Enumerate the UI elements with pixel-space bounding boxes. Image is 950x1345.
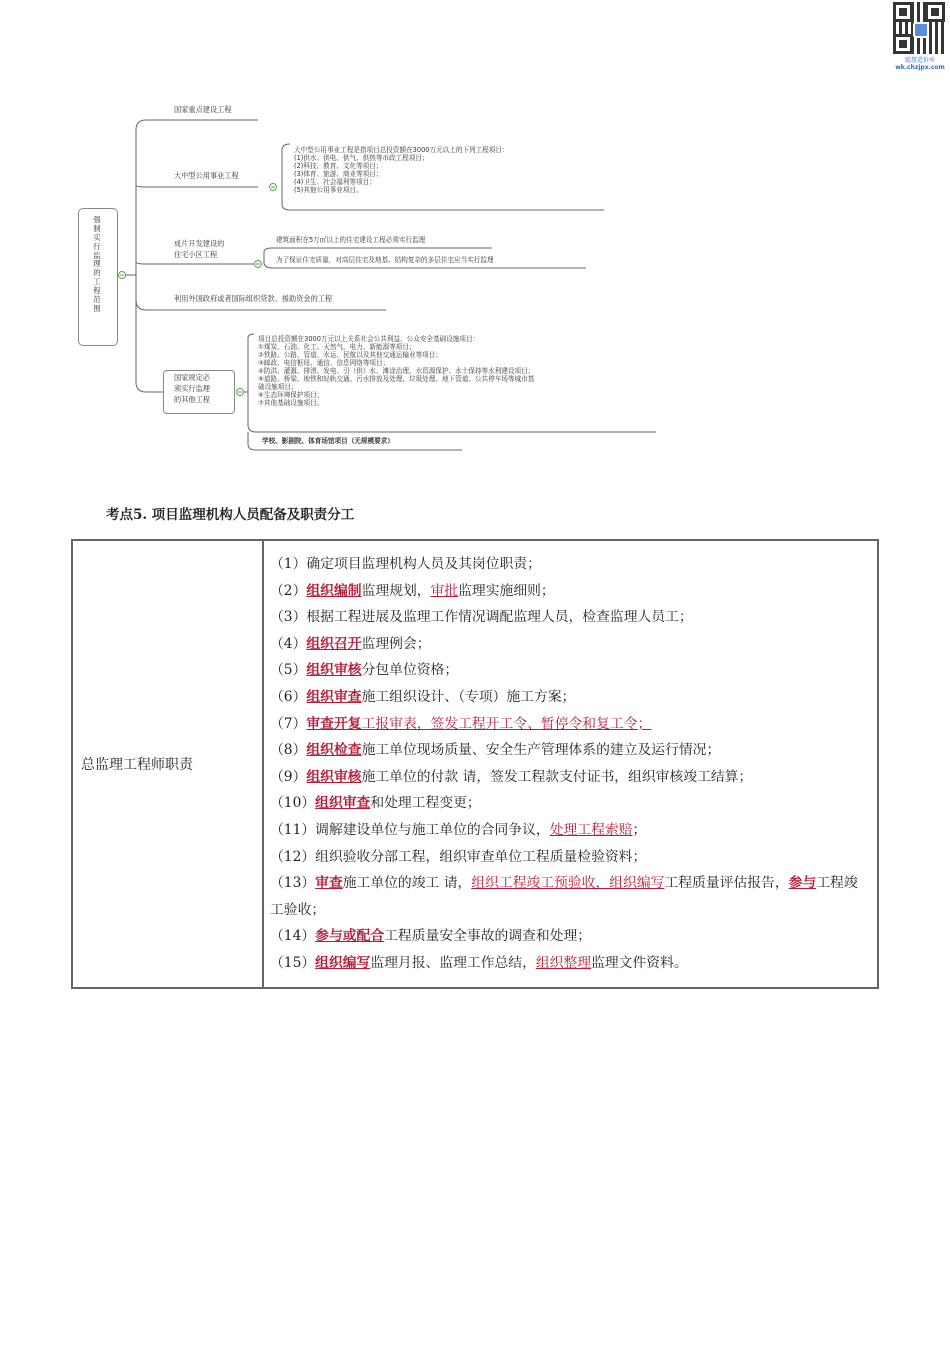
duty-item: [270, 950, 871, 977]
branch-other-line2: 须实行监理: [174, 384, 210, 393]
duty-number: （8）: [270, 742, 307, 759]
section-heading: 考点5. 项目监理机构人员配备及职责分工: [106, 507, 355, 523]
detail-line: 大中型公用事业工程是指项目总投资额在3000万元以上的下列工程项目：: [294, 146, 509, 154]
duty-text: 工程质量评估报告，: [664, 875, 789, 892]
duty-text: 监理文件资料。: [591, 954, 688, 971]
duty-item: [270, 684, 871, 711]
duty-text: 监理规划，: [361, 582, 431, 599]
duty-text: ；: [632, 821, 647, 838]
duty-text: 施工组织设计、（专项）施工方案；: [361, 688, 576, 705]
detail-line: (4)卫生、社会福利等项目；: [294, 178, 376, 187]
duty-keyword: 组织工程竣工预验收，组织编写: [471, 875, 665, 892]
duty-number: （12）: [270, 848, 316, 865]
duty-number: （9）: [270, 768, 307, 785]
duty-number: （11）: [270, 821, 316, 838]
duty-keyword: 审批: [430, 582, 459, 599]
duty-keyword: 处理工程索赔: [549, 821, 633, 838]
duty-keyword: 组织审核: [306, 768, 362, 785]
detail-line: ⑤道路、桥梁、地铁和轻轨交通、污水排放及处理、垃圾处理、地下管道、公共停车场等城市基: [258, 375, 535, 384]
table-row: [72, 540, 878, 988]
duty-text: 确定项目监理机构人员及其岗位职责；: [306, 556, 541, 572]
duty-item: [270, 657, 871, 684]
detail-line: (5)其他公用事业项目。: [294, 186, 363, 195]
detail-line: 础设施项目；: [258, 383, 298, 392]
detail-line: 项目总投资额在3000万元以上关系社会公共利益、公众安全基础设施项目：: [258, 335, 480, 343]
duty-item: [270, 844, 871, 871]
mind-map-root: 强制实行监理的工程范围: [93, 215, 101, 313]
duty-text: 监理月报、监理工作总结，: [370, 954, 536, 971]
duty-item: [270, 578, 871, 605]
duty-item: [270, 631, 871, 658]
detail-line: (1)供水、供电、供气、供热等市政工程项目；: [294, 154, 429, 163]
duty-number: （10）: [270, 795, 316, 812]
duty-number: （14）: [270, 928, 316, 945]
duty-item: [270, 737, 871, 764]
duty-keyword: 组织审核: [306, 662, 362, 679]
duty-text: 调解建设单位与施工单位的合同争议，: [315, 821, 550, 838]
duty-text: 根据工程进展及监理工作情况调配监理人员，检查监理人员工；: [306, 609, 693, 626]
duty-keyword: 工报审表，签发工程开工令、暂停令和复工令；: [361, 715, 652, 732]
detail-line: (2)科技、教育、文化等项目；: [294, 162, 383, 171]
duty-text: 监理例会；: [361, 635, 431, 652]
duty-text: 分包单位资格；: [361, 662, 459, 679]
detail-line: ④防洪、灌溉、排涝、发电、引（供）水、滩涂治理、水资源保护、水土保持等水利建设项目；: [258, 367, 535, 376]
duty-keyword: 组织审查: [315, 795, 371, 812]
duty-text: 和处理工程变更；: [370, 795, 481, 812]
duty-number: （4）: [270, 635, 307, 652]
branch-other-line1: 国家规定必: [174, 373, 210, 382]
duty-number: （15）: [270, 954, 316, 971]
duty-number: （2）: [270, 582, 307, 599]
duty-keyword: 组织审查: [306, 688, 362, 705]
duty-number: （6）: [270, 688, 307, 705]
other-extra: 学校、影剧院、体育场馆项目（无规模要求）: [262, 437, 394, 445]
duty-item: [270, 604, 871, 631]
duty-text: 工程竣工验收；: [270, 875, 858, 918]
duty-number: （5）: [270, 662, 307, 679]
duty-item: [270, 711, 871, 738]
duty-item: [270, 870, 871, 923]
duty-text: 施工单位的付款 请，签发工程款支付证书，组织审核竣工结算；: [361, 768, 753, 785]
duty-keyword: 审查开复: [306, 715, 362, 732]
duty-text: 工程质量安全事故的调查和处理；: [384, 928, 592, 945]
duty-keyword: 组织召开: [306, 635, 362, 652]
duty-item: [270, 764, 871, 791]
duty-keyword: 组织编制: [306, 582, 362, 599]
duty-number: （13）: [270, 875, 316, 892]
other-detail: [258, 335, 534, 407]
duty-keyword: 审查: [315, 875, 343, 892]
duty-keyword: 参与: [788, 875, 817, 892]
branch-foreign-loans: 利用外国政府或者国际组织贷款、援助资金的工程: [174, 294, 333, 303]
duty-text: 组织验收分部工程，组织审查单位工程质量检验资料；: [315, 848, 647, 865]
qr-caption-url[interactable]: wk.chzjpx.com: [895, 64, 945, 71]
detail-line: ⑦其他基础设施项目。: [258, 399, 324, 408]
detail-line: ③邮政、电信枢纽、通信、信息网络等项目；: [258, 359, 390, 368]
duty-item: [270, 817, 871, 844]
detail-line: ⑥生态环境保护项目；: [258, 391, 324, 400]
detail-line: ①煤炭、石油、化工、天然气、电力、新能源等项目；: [258, 343, 416, 352]
role-cell: 总监理工程师职责: [72, 540, 263, 988]
duty-keyword: 组织检查: [306, 742, 362, 759]
branch-residential-line1: 成片开发建设的: [174, 239, 225, 248]
public-utility-detail: [294, 146, 509, 194]
duty-keyword: 组织整理: [535, 954, 592, 971]
duty-text: 监理实施细则；: [458, 582, 555, 599]
duty-item: [270, 551, 871, 578]
residential-detail-1: 建筑面积在5万㎡以上的住宅建设工程必须实行监理: [276, 236, 426, 244]
branch-other-line3: 的其他工程: [174, 395, 210, 404]
qr-caption-cn: 聪慧造价库: [904, 57, 935, 64]
duty-item: [270, 790, 871, 817]
duty-text: 施工单位现场质量、安全生产管理体系的建立及运行情况；: [361, 742, 721, 759]
detail-line: ②铁路、公路、管道、水运、民航以及其他交通运输业等项目；: [258, 351, 442, 360]
items-cell: [263, 540, 878, 988]
duty-list: [270, 551, 871, 977]
branch-key-projects: 国家重点建设工程: [174, 105, 232, 114]
branch-residential-line2: 住宅小区工程: [174, 250, 218, 259]
duty-text: 施工单位的竣工 请，: [342, 875, 472, 892]
duty-table: [71, 539, 879, 989]
duty-number: （1）: [270, 556, 307, 572]
duty-keyword: 参与或配合: [315, 928, 385, 945]
duty-item: [270, 923, 871, 950]
residential-detail-2: 为了保证住宅质量，对高层住宅及地基、结构复杂的多层住宅应当实行监理: [276, 256, 494, 264]
duty-number: （7）: [270, 715, 307, 732]
detail-line: (3)体育、旅游、商业等项目；: [294, 170, 383, 179]
duty-keyword: 组织编写: [315, 954, 371, 971]
branch-public-utility: 大中型公用事业工程: [174, 171, 239, 180]
mind-map: [0, 0, 950, 470]
duty-number: （3）: [270, 609, 307, 626]
